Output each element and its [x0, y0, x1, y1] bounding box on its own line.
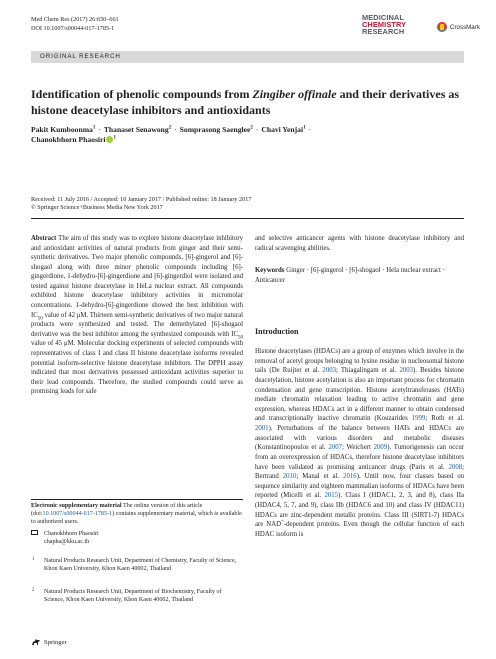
author-name[interactable]: Chavi Yenjai — [261, 125, 304, 134]
citation-link[interactable]: 2001 — [255, 425, 269, 432]
introduction-body — [255, 347, 464, 540]
author-separator: · — [98, 125, 101, 134]
introduction-text: ; Manal et al. — [296, 473, 344, 481]
abstract-text: The aim of this study was to explore histone deacetylase inhibitory and antioxidant activities of natural products from ginger and their semi-synthetic derivatives. Two major phenolic compounds, [6]-gingerol and [6]-shogaol along with three minor phenolic compounds including [6]-gingerdione, 1-dehydro-[6]-gingerdione and [6]-gingerdiol were isolated and tested against histone deacetylase in HeLa nuclear extract. All compounds exhibited histone deacetylase inhibitory activities in micromolar concentrations. 1-dehydro-[6]-gingerdione showed the best inhibition with IC — [31, 235, 244, 319]
citation-line: Med Chem Res (2017) 26:650–661 — [31, 16, 119, 23]
introduction-text: ; Thiagalingam et al. — [336, 367, 400, 375]
author-name[interactable]: Somprasong Saenglee — [179, 125, 251, 134]
crossmark-label: CrossMark — [450, 23, 480, 31]
affiliation-text: Natural Products Research Unit, Department of Chemistry, Faculty of Science, Khon Kaen University, Khon Kaen 40002, Thailand — [44, 558, 237, 573]
affiliation — [31, 588, 243, 604]
esm-text: The online version of this article (doi: — [31, 503, 203, 518]
divider — [31, 218, 464, 219]
corresponding-author — [31, 530, 243, 546]
citation-link[interactable]: 2010 — [282, 473, 297, 481]
author-affil-ref: 1 — [113, 135, 116, 141]
subscript: 50 — [37, 315, 43, 321]
introduction-text: Histone deacetylases (HDACs) are a group of enzymes which involve in the removal of acetyl groups belonging to lysine residue in nucleosomal histone tails (De Ruijter et al. — [255, 348, 464, 375]
keywords — [255, 266, 464, 285]
introduction-text: ). Until now, four classes based on sequence similarity and eighteen mammalian isoforms of HDACs have been reported (Micelli et al. — [255, 473, 464, 500]
affiliation-number: 2 — [32, 588, 35, 593]
affiliation-text: Natural Products Research Unit, Department of Biochemistry, Faculty of Science, Khon Kaen University, Khon Kaen 40002, Thailand — [44, 589, 222, 604]
abstract-continued: and selective anticancer agents with histone deacetylase inhibitory and radical scavenging abilities. — [255, 235, 464, 252]
esm-label: Electronic supplementary material — [31, 503, 122, 509]
citation-link[interactable]: 1999 — [411, 415, 426, 423]
publisher-name: Springer — [44, 638, 67, 646]
author-separator: · — [308, 125, 312, 134]
journal-logo-line-2: CHEMISTRY — [362, 20, 407, 30]
introduction-text: ). Perturbations of the balance between HATs and HDACs are associated with various disorders and metabolic diseases (Konstantinopoulos et al. — [255, 425, 464, 452]
journal-logo — [362, 14, 438, 36]
citation-link[interactable]: 2008 — [448, 463, 463, 471]
introduction-text: ; Roth et al. — [425, 415, 464, 423]
doi-link[interactable]: 10.1007/s00044-017-1785-1 — [42, 511, 113, 518]
author-name[interactable]: Pakit Kumboonma — [31, 125, 93, 134]
esm-text: ) contains supplementary material, which is available to authorized users. — [31, 511, 242, 526]
contact-name: Chanokbhorn Phaosiri — [44, 531, 99, 537]
title-part-1: Identification of phenolic compounds from — [31, 87, 253, 101]
abstract — [31, 234, 243, 397]
title-part-2: and their derivatives as histone deacetylase inhibitors and antioxidants — [31, 87, 460, 117]
subscript: 50 — [238, 335, 243, 341]
envelope-icon — [31, 530, 38, 535]
citation-link[interactable]: 2015 — [324, 492, 339, 500]
crossmark-badge[interactable] — [437, 22, 480, 32]
journal-logo-line-3: RESEARCH — [362, 27, 405, 37]
springer-horse-icon — [31, 638, 41, 646]
dates-line: Received: 11 July 2016 / Accepted: 10 January 2017 / Published online: 18 January 2017 — [31, 196, 252, 203]
author-separator: · — [174, 125, 177, 134]
footnote-divider — [31, 499, 243, 500]
introduction-text: ; Weichert — [341, 444, 374, 452]
superscript: + — [281, 519, 284, 525]
author-name[interactable]: Chanokbhorn Phaosiri — [31, 135, 106, 145]
introduction-text: ). Tumorigenesis can occur from an overexpression of HDACs, therefore histone deacetylase inhibitors have been validated as promising anticancer drugs (Paris et al. — [255, 444, 464, 471]
title-species: Zingiber offinale — [252, 87, 337, 101]
section-bar — [31, 51, 464, 63]
affiliation-number: 1 — [32, 557, 35, 562]
author-name[interactable]: Thanaset Senawong — [103, 125, 169, 134]
article-title — [31, 87, 464, 118]
citation-link[interactable]: 2003 — [399, 367, 414, 375]
abstract-text: value of 42 μM. Thirteen semi-synthetic derivatives of two major natural products were synthesized and tested. The demethylated [6]-shogaol derivative was the best inhibitor among the synthesized compounds with IC — [31, 311, 243, 338]
supplementary-note — [31, 502, 243, 527]
abstract-text: value of 45 μM. Molecular docking experiments of selected compounds with representatives of class I and class II histone deacetylase isoforms revealed potential isoform-selective histone deacetylase inhibitors. The DPPH assay indicated that most derivatives possessed antioxidant activities superior to their lead compounds. Therefore, the studied compounds could serve as promising leads for safe — [31, 340, 243, 396]
journal-logo-line-1: MEDICINAL — [362, 13, 404, 22]
introduction-text: ; Bertrand — [255, 463, 464, 481]
section-heading-introduction: Introduction — [255, 327, 299, 336]
citation-link[interactable]: 2016 — [343, 473, 357, 481]
introduction-text: ). Besides histone deacetylation, histone acetylation is also an important process for chromatin condensation and gene transcription. Histone acetyltransferases (HATs) mediate chromatin relaxation leading to active chromatin and gene expression, whereas HDACs act in a different manner to obtain condensed and transcriptionally inactive chromatin (Kouzarides — [255, 367, 464, 423]
publisher-footer — [31, 638, 67, 646]
keywords-label: Keywords — [255, 267, 285, 274]
contact-email[interactable]: chapha@kku.ac.th — [44, 539, 90, 546]
copyright-line: © Springer Science+Business Media New York 2017 — [31, 204, 163, 212]
publication-dates — [31, 196, 251, 212]
introduction-text: -dependent proteins. Even though the cellular function of each HDAC isoform is — [255, 521, 464, 538]
section-label: ORIGINAL RESEARCH — [40, 53, 121, 60]
keywords-text: Ginger · [6]-gingerol · [6]-shogaol · Hela nuclear extract · Anticancer — [255, 267, 445, 284]
author-list — [31, 125, 411, 146]
author-separator: · — [255, 125, 259, 134]
introduction-text: ). Class I (HDAC1, 2, 3, and 8), class IIa (HDAC4, 5, 7, and 9), class IIb (HDAC6 and 10) and class IV (HDAC11) HDACs are zinc-dependent metallo proteins. Class III (SIRT1-7) HDACs are NAD — [255, 492, 464, 529]
abstract-label: Abstract — [31, 235, 57, 242]
affiliation — [31, 557, 243, 573]
author-affil-ref: 1 — [92, 125, 96, 131]
crossmark-icon — [437, 22, 447, 32]
citation-link[interactable]: 2009 — [373, 444, 388, 452]
author-affil-ref: 1 — [303, 125, 306, 131]
doi-line: DOI 10.1007/s00044-017-1785-1 — [31, 24, 115, 32]
citation-link[interactable]: 2007 — [328, 444, 342, 452]
author-affil-ref: 2 — [168, 125, 172, 131]
citation-header — [31, 16, 119, 33]
citation-link[interactable]: 2003 — [322, 367, 337, 375]
author-affil-ref: 2 — [250, 125, 253, 131]
